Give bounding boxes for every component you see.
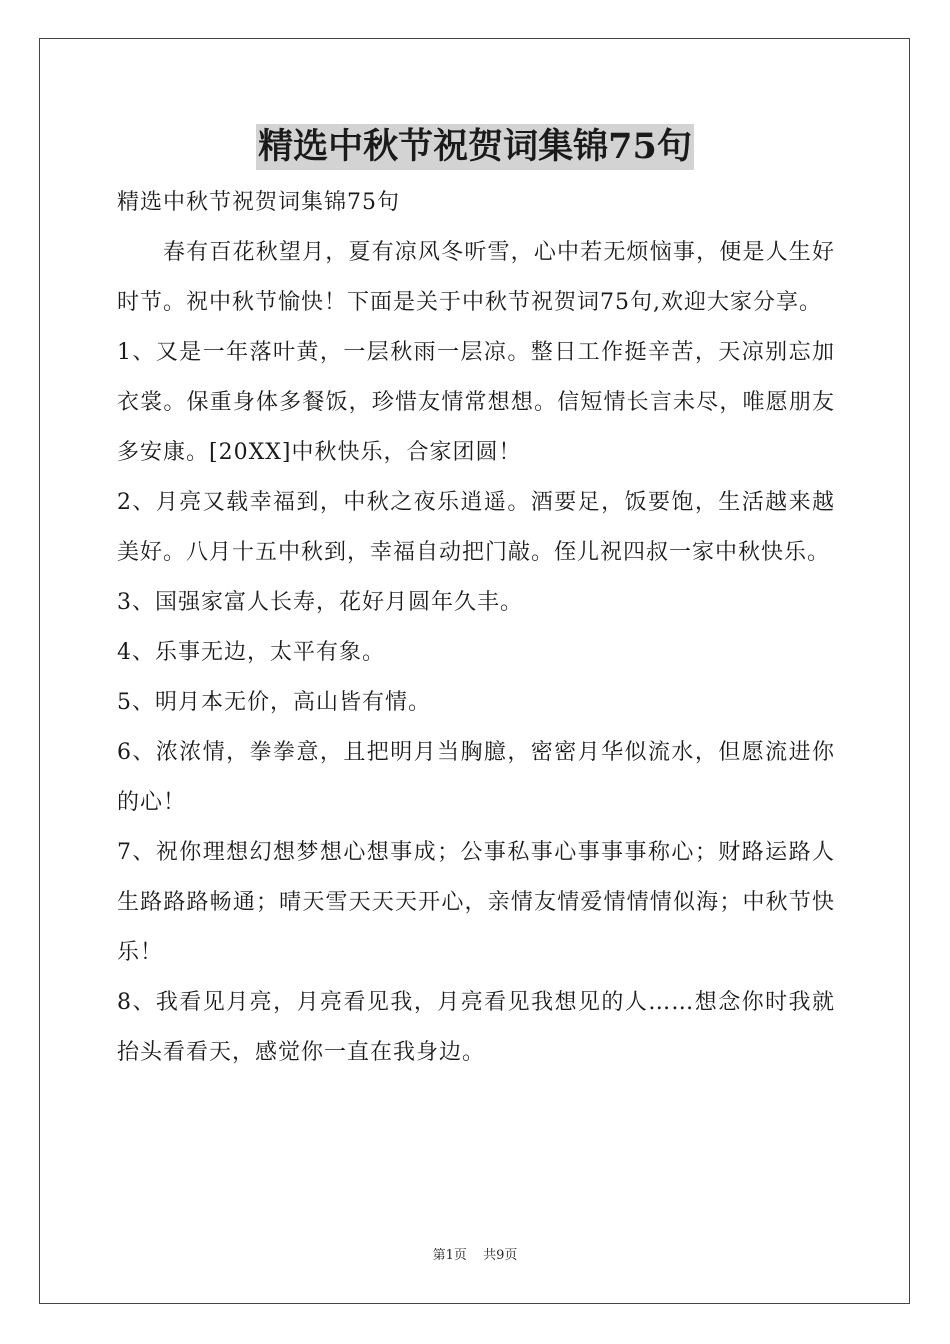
page-total: 共9页 <box>483 1248 518 1263</box>
document-body <box>117 178 835 1078</box>
list-item: 2、月亮又载幸福到，中秋之夜乐逍遥。酒要足，饭要饱，生活越来越美好。八月十五中秋到，幸福自动把门敲。侄儿祝四叔一家中秋快乐。 <box>117 490 835 565</box>
document-subtitle: 精选中秋节祝贺词集锦75句 <box>117 190 400 215</box>
list-item: 4、乐事无边，太平有象。 <box>117 640 385 665</box>
list-item: 5、明月本无价，高山皆有情。 <box>117 690 431 715</box>
list-item: 7、祝你理想幻想梦想心想事成；公事私事心事事事称心；财路运路人生路路路畅通；晴天雪天天天开心，亲情友情爱情情情似海；中秋节快乐！ <box>117 840 835 965</box>
list-item: 3、国强家富人长寿，花好月圆年久丰。 <box>117 590 523 615</box>
intro-paragraph: 春有百花秋望月，夏有凉风冬听雪，心中若无烦恼事，便是人生好时节。祝中秋节愉快！下面是关于中秋节祝贺词75句,欢迎大家分享。 <box>117 240 835 315</box>
list-item: 1、又是一年落叶黄，一层秋雨一层凉。整日工作挺辛苦，天凉别忘加衣裳。保重身体多餐饭，珍惜友情常想想。信短情长言未尽，唯愿朋友多安康。[20XX]中秋快乐，合家团圆！ <box>117 340 835 465</box>
list-item: 8、我看见月亮，月亮看见我，月亮看见我想见的人……想念你时我就抬头看看天，感觉你一直在我身边。 <box>117 990 835 1065</box>
page-footer <box>0 1244 950 1263</box>
title-container <box>0 124 950 170</box>
document-title: 精选中秋节祝贺词集锦75句 <box>256 124 694 170</box>
page-number: 第1页 <box>432 1248 467 1263</box>
list-item: 6、浓浓情，拳拳意，且把明月当胸臆，密密月华似流水，但愿流进你的心！ <box>117 740 835 815</box>
